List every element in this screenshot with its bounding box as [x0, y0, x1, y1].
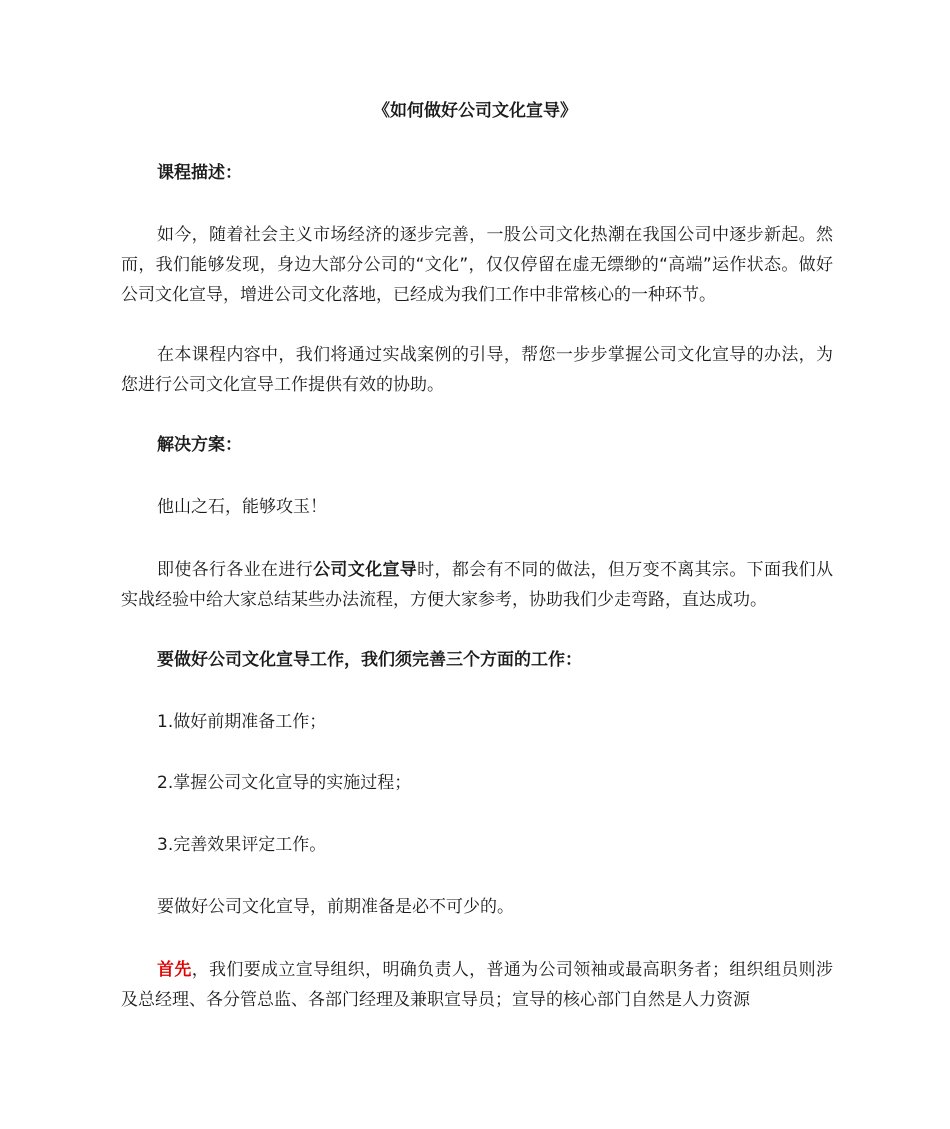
- course-description-heading: 课程描述：: [157, 163, 242, 183]
- three-aspects-heading: 要做好公司文化宣导工作，我们须完善三个方面的工作：: [157, 650, 582, 670]
- first-label: 首先: [157, 960, 192, 980]
- practice-text-post: 时，都会有不同的做法，但万变不离其宗。下面我们从实战经验中给大家总结某些办法流程，方便大家参考，协助我们少走弯路，直达成功。: [121, 560, 834, 610]
- intro-paragraph-2: 在本课程内容中，我们将通过实战案例的引导，帮您一步步掌握公司文化宣导的办法，为您进行公司文化宣导工作提供有效的协助。: [121, 345, 833, 395]
- solution-heading: 解决方案：: [157, 435, 242, 455]
- first-step-paragraph: [121, 955, 833, 1015]
- list-item-3: 3.完善效果评定工作。: [157, 835, 327, 855]
- preparation-paragraph: 要做好公司文化宣导，前期准备是必不可少的。: [157, 897, 514, 917]
- quote-line: 他山之石，能够攻玉！: [157, 497, 327, 517]
- practice-text-bold: 公司文化宣导: [313, 560, 418, 580]
- first-step-text: ，我们要成立宣导组织，明确负责人，普通为公司领袖或最高职务者；组织组员则涉及总经理、各分管总监、各部门经理及兼职宣导员；宣导的核心部门自然是人力资源: [121, 960, 834, 1010]
- document-title: 《如何做好公司文化宣导》: [373, 101, 577, 121]
- intro-paragraph-1: 如今，随着社会主义市场经济的逐步完善，一股公司文化热潮在我国公司中逐步新起。然而，我们能够发现，身边大部分公司的“文化”，仅仅停留在虚无缥缈的“高端”运作状态。做好公司文化宣导，增进公司文化落地，已经成为我们工作中非常核心的一种环节。: [121, 225, 833, 305]
- practice-paragraph: [121, 555, 833, 615]
- list-item-1: 1.做好前期准备工作；: [157, 712, 327, 732]
- practice-text-pre: 即使各行各业在进行: [157, 560, 314, 580]
- list-item-2: 2.掌握公司文化宣导的实施过程；: [157, 773, 412, 793]
